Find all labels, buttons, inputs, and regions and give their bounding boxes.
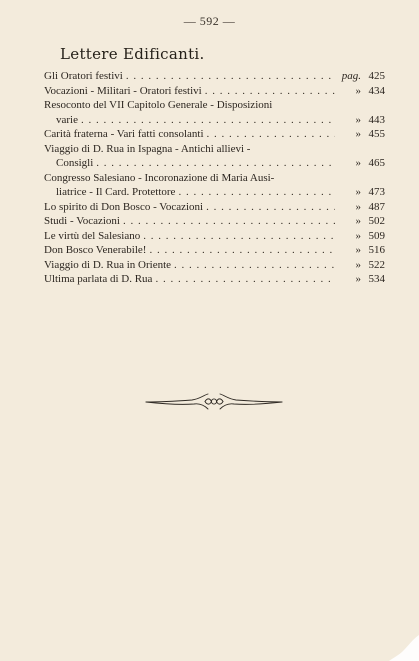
toc-entry-title: Viaggio di D. Rua in Ispagna - Antichi allievi - <box>44 142 251 155</box>
dot-leader <box>174 258 335 273</box>
toc-entry-line <box>44 98 385 113</box>
page-corner-mark <box>379 629 419 661</box>
toc-page-number: 473 <box>368 186 385 198</box>
toc-page-prefix: » <box>355 258 361 271</box>
toc-entry-title: Gli Oratori festivi <box>44 70 123 82</box>
toc-entry-line <box>44 243 385 258</box>
toc-page-prefix: » <box>355 128 361 140</box>
toc-entry-title: Resoconto del VII Capitolo Generale - Disposizioni <box>44 99 273 111</box>
dot-leader <box>149 243 335 258</box>
dot-leader <box>123 214 335 229</box>
dot-leader <box>205 84 335 99</box>
toc-entry-line <box>44 127 385 142</box>
toc-page-number: 522 <box>368 258 385 271</box>
toc-entry-title: Don Bosco Venerabile! <box>44 244 147 256</box>
toc-entry-line <box>44 142 385 157</box>
toc-entry-title: Carità fraterna - Vari fatti consolanti <box>44 128 204 140</box>
toc-entry <box>44 127 385 142</box>
toc-entry <box>44 84 385 99</box>
toc-entry-title: Viaggio di D. Rua in Oriente <box>44 258 172 271</box>
toc-page-prefix: » <box>355 157 361 169</box>
toc-entry-line <box>44 272 385 287</box>
toc-entry-title: Lo spirito di Don Bosco - Vocazioni <box>44 200 204 213</box>
toc-entry-line <box>44 185 385 200</box>
page-number: — 592 — <box>183 14 236 28</box>
toc-entry-line <box>44 200 385 215</box>
toc-page-number: 425 <box>368 70 385 82</box>
toc-entry <box>44 69 385 84</box>
toc-page-prefix: » <box>355 244 361 256</box>
toc-page-prefix: » <box>355 215 361 227</box>
toc-page-number: 455 <box>368 128 385 140</box>
toc-entry-line <box>44 258 385 273</box>
toc-entry <box>44 272 385 287</box>
toc-entry-line <box>44 171 385 186</box>
toc-entry <box>44 142 385 171</box>
toc-page-number: 434 <box>368 84 385 97</box>
toc-page-prefix: » <box>355 200 361 213</box>
toc-entry-title: Consigli <box>56 157 94 169</box>
toc-page-number: 516 <box>368 244 385 256</box>
toc-page-prefix: pag. <box>341 70 361 82</box>
dot-leader <box>81 113 335 128</box>
decorative-flourish-icon <box>144 388 284 414</box>
dot-leader <box>143 229 335 244</box>
toc-entry-title: Congresso Salesiano - Incoronazione di Maria Ausi- <box>44 171 275 184</box>
toc-page-number: 465 <box>368 157 385 169</box>
table-of-contents <box>44 69 385 287</box>
toc-entry-title: Le virtù del Salesiano <box>44 229 141 242</box>
toc-entry-title: Vocazioni - Militari - Oratori festivi <box>44 84 202 97</box>
toc-entry <box>44 258 385 273</box>
toc-entry-title: liatrice - Il Card. Protettore <box>56 186 176 198</box>
toc-entry <box>44 243 385 258</box>
toc-entry <box>44 229 385 244</box>
toc-page-number: 487 <box>368 200 385 213</box>
toc-page-number: 534 <box>368 273 385 285</box>
section-title: Lettere Edificanti. <box>60 45 205 63</box>
dot-leader <box>155 272 335 287</box>
toc-entry-line <box>44 214 385 229</box>
toc-entry <box>44 214 385 229</box>
toc-entry-line <box>44 113 385 128</box>
toc-page-number: 502 <box>368 215 385 227</box>
dot-leader <box>96 156 335 171</box>
toc-page-prefix: » <box>355 186 361 198</box>
toc-entry-title: Ultima parlata di D. Rua <box>44 273 153 285</box>
dot-leader <box>178 185 335 200</box>
toc-entry <box>44 171 385 200</box>
toc-entry-line <box>44 84 385 99</box>
toc-page-number: 443 <box>368 113 385 126</box>
toc-entry-line <box>44 229 385 244</box>
toc-page-prefix: » <box>355 229 361 242</box>
toc-page-prefix: » <box>355 273 361 285</box>
toc-entry-line <box>44 156 385 171</box>
toc-entry <box>44 200 385 215</box>
toc-entry-line <box>44 69 385 84</box>
toc-page-number: 509 <box>368 229 385 242</box>
toc-entry <box>44 98 385 127</box>
dot-leader <box>126 69 335 84</box>
toc-page-prefix: » <box>355 113 361 126</box>
dot-leader <box>206 200 335 215</box>
dot-leader <box>207 127 335 142</box>
toc-page-prefix: » <box>355 84 361 97</box>
toc-entry-title: varie <box>56 113 78 126</box>
toc-entry-title: Studi - Vocazioni <box>44 215 120 227</box>
